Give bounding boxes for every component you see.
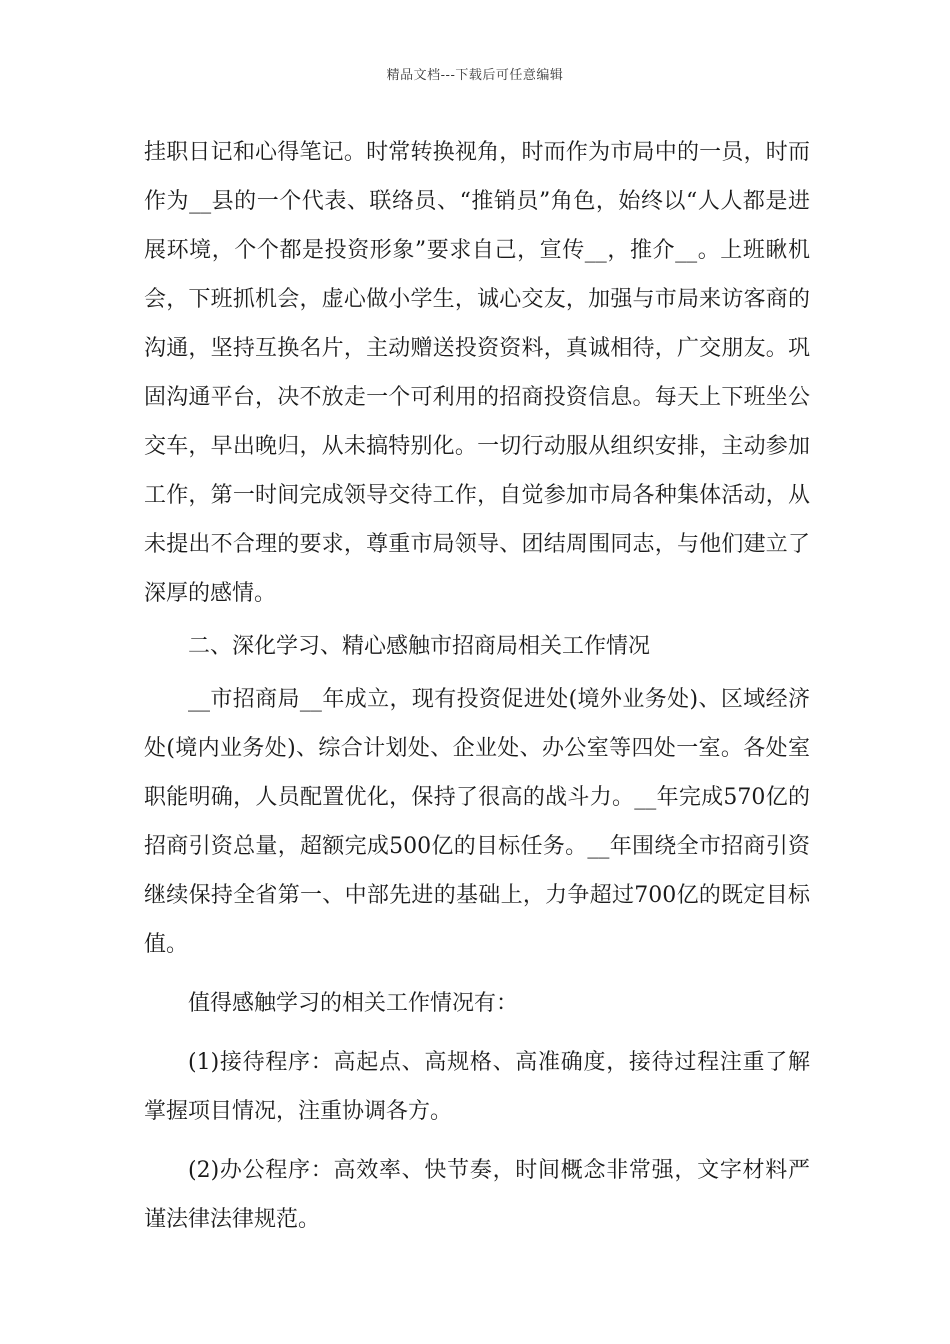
list-item-office: (2)办公程序：高效率、快节奏，时间概念非常强，文字材料严谨法律法律规范。 — [144, 1158, 810, 1232]
list-item-reception: (1)接待程序：高起点、高规格、高准确度，接待过程注重了解掌握项目情况，注重协调各方。 — [144, 1050, 810, 1124]
paragraph-bureau-overview: __市招商局__年成立，现有投资促进处(境外业务处)、区域经济处(境内业务处)、综合计划处、企业处、办公室等四处一室。各处室职能明确，人员配置优化，保持了很高的战斗力。__年完成570亿的招商引资总量，超额完成500亿的目标任务。__年围绕全市招商引资继续保持全省第一、中部先进的基础上，力争超过700亿的既定目标值。 — [144, 687, 810, 957]
document-body — [144, 128, 810, 1244]
page-header: 精品文档---下载后可任意编辑 — [386, 68, 564, 83]
section-heading: 二、深化学习、精心感触市招商局相关工作情况 — [188, 634, 651, 659]
paragraph-lead-in: 值得感触学习的相关工作情况有： — [188, 991, 519, 1016]
paragraph-continuation: 挂职日记和心得笔记。时常转换视角，时而作为市局中的一员，时而作为__县的一个代表、联络员、“推销员”角色，始终以“人人都是进展环境，个个都是投资形象”要求自己，宣传__，推介__。上班瞅机会，下班抓机会，虚心做小学生，诚心交友，加强与市局来访客商的沟通，坚持互换名片，主动赠送投资资料，真诚相待，广交朋友。巩固沟通平台，决不放走一个可利用的招商投资信息。每天上下班坐公交车，早出晚归，从未搞特别化。一切行动服从组织安排，主动参加工作，第一时间完成领导交待工作，自觉参加市局各种集体活动，从未提出不合理的要求，尊重市局领导、团结周围同志，与他们建立了深厚的感情。 — [144, 140, 810, 606]
